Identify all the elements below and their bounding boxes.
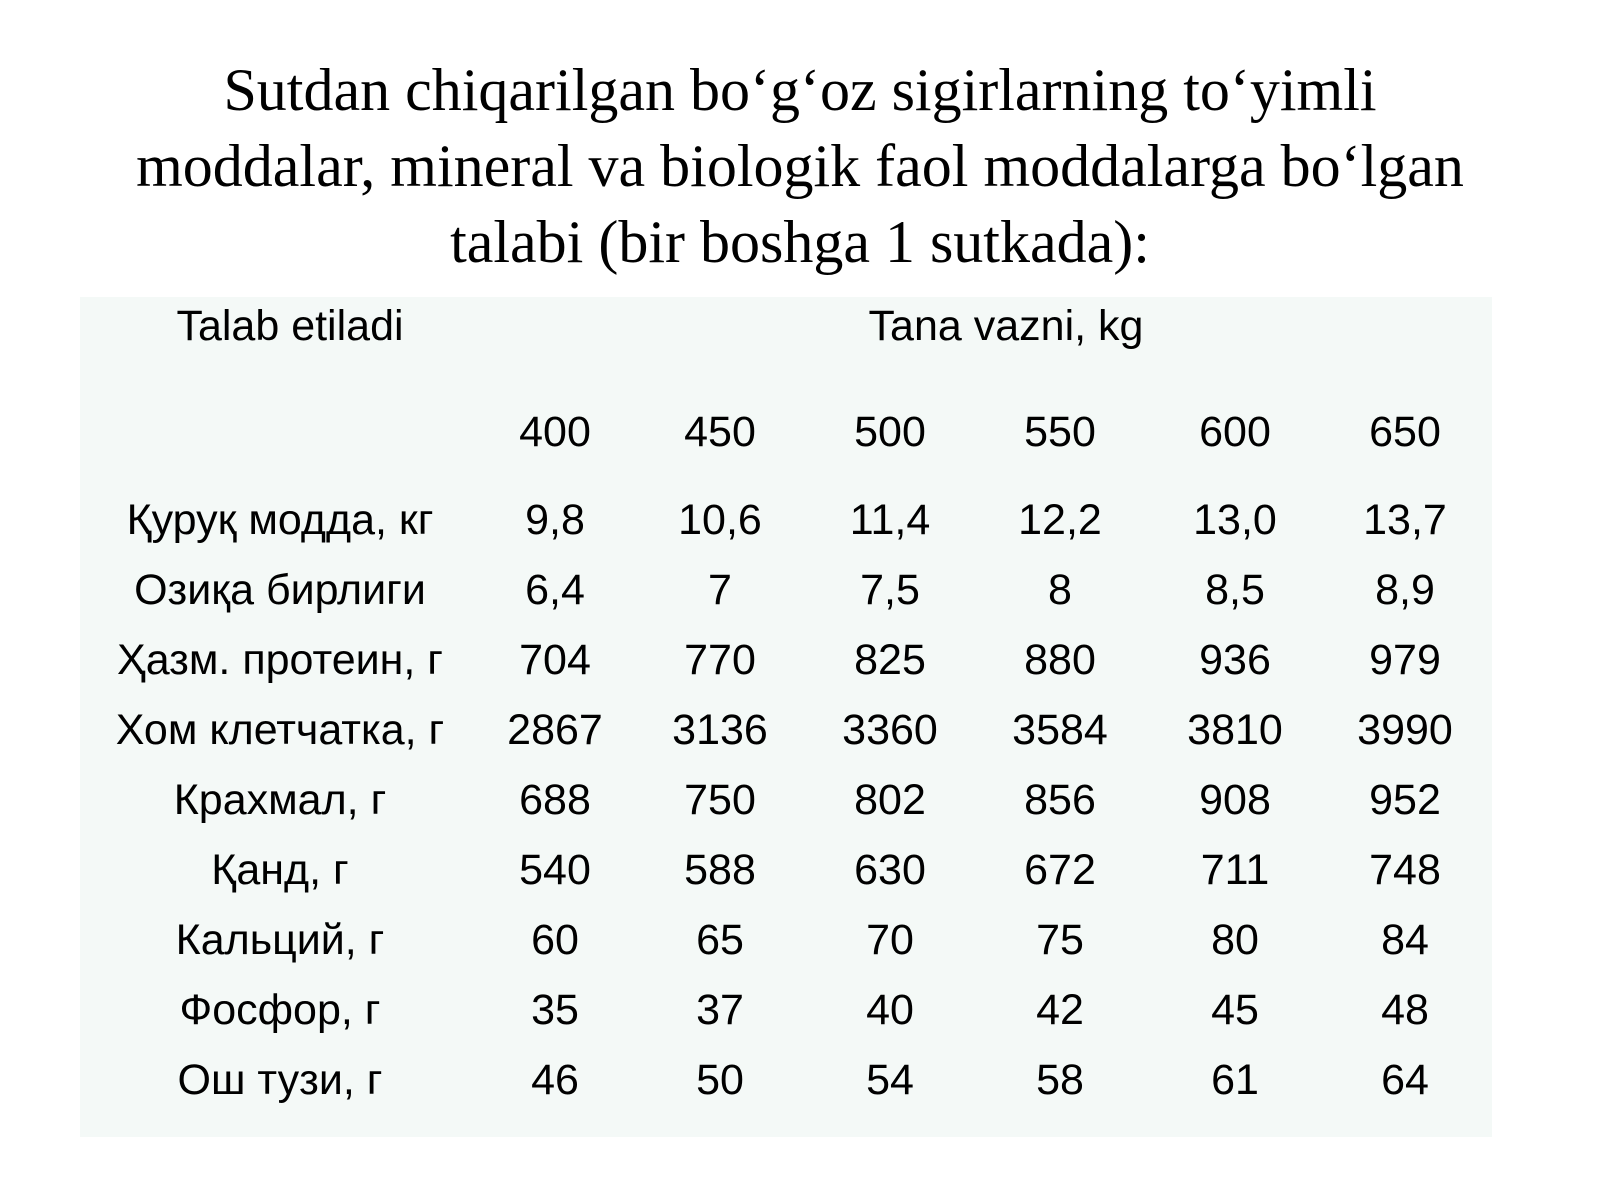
value-cell: 46 <box>531 1056 579 1104</box>
value-cell: 64 <box>1381 1056 1429 1104</box>
value-cell: 50 <box>696 1056 744 1104</box>
value-cell: 3990 <box>1357 706 1453 754</box>
value-cell: 770 <box>684 636 756 684</box>
value-cell: 84 <box>1381 916 1429 964</box>
value-cell: 2867 <box>507 706 603 754</box>
value-cell: 802 <box>854 776 926 824</box>
value-cell: 748 <box>1369 846 1441 894</box>
value-cell: 40 <box>866 986 914 1034</box>
row-label: Фосфор, г <box>179 986 381 1034</box>
value-cell: 7 <box>708 566 732 614</box>
value-cell: 8 <box>1048 566 1072 614</box>
value-cell: 61 <box>1211 1056 1259 1104</box>
row-label: Қуруқ модда, кг <box>126 496 434 544</box>
row-label: Қанд, г <box>211 846 349 894</box>
value-cell: 952 <box>1369 776 1441 824</box>
row-label: Ҳазм. протеин, г <box>117 636 443 684</box>
row-label: Хом клетчатка, г <box>115 706 445 754</box>
value-cell: 3136 <box>672 706 768 754</box>
requirements-table <box>80 297 1492 1137</box>
value-cell: 704 <box>519 636 591 684</box>
value-cell: 908 <box>1199 776 1271 824</box>
value-cell: 58 <box>1036 1056 1084 1104</box>
value-cell: 540 <box>519 846 591 894</box>
value-cell: 13,7 <box>1363 496 1447 544</box>
value-cell: 45 <box>1211 986 1259 1034</box>
row-label: Крахмал, г <box>173 776 387 824</box>
value-cell: 3810 <box>1187 706 1283 754</box>
value-cell: 588 <box>684 846 756 894</box>
title-line: talabi (bir boshga 1 sutkada): <box>450 209 1150 275</box>
value-cell: 711 <box>1200 846 1270 894</box>
title-line: moddalar, mineral va biologik faol moddalarga bo‘lgan <box>136 133 1464 199</box>
value-cell: 3360 <box>842 706 938 754</box>
value-cell: 37 <box>696 986 744 1034</box>
value-cell: 880 <box>1024 636 1096 684</box>
weight-header-cell: 400 <box>519 408 591 456</box>
value-cell: 856 <box>1024 776 1096 824</box>
header-body-weight: Tana vazni, kg <box>868 302 1144 350</box>
weight-header-cell: 550 <box>1024 408 1096 456</box>
row-label: Озиқа бирлиги <box>134 566 426 614</box>
value-cell: 630 <box>854 846 926 894</box>
weight-header-cell: 450 <box>684 408 756 456</box>
title-line: Sutdan chiqarilgan bo‘g‘oz sigirlarning to‘yimli <box>223 57 1377 123</box>
value-cell: 979 <box>1369 636 1441 684</box>
value-cell: 6,4 <box>525 566 585 614</box>
value-cell: 11,4 <box>849 496 931 544</box>
weight-header-cell: 500 <box>854 408 926 456</box>
value-cell: 13,0 <box>1193 496 1277 544</box>
slide-title <box>60 52 1540 280</box>
value-cell: 65 <box>696 916 744 964</box>
value-cell: 8,9 <box>1375 566 1435 614</box>
value-cell: 54 <box>866 1056 914 1104</box>
value-cell: 10,6 <box>678 496 762 544</box>
row-label: Ош тузи, г <box>177 1056 383 1104</box>
value-cell: 672 <box>1024 846 1096 894</box>
value-cell: 9,8 <box>525 496 585 544</box>
value-cell: 688 <box>519 776 591 824</box>
value-cell: 7,5 <box>860 566 920 614</box>
header-requirement: Talab etiladi <box>176 302 404 350</box>
row-label: Кальций, г <box>175 916 385 964</box>
value-cell: 70 <box>866 916 914 964</box>
weight-header-cell: 650 <box>1369 408 1441 456</box>
value-cell: 75 <box>1036 916 1084 964</box>
value-cell: 3584 <box>1012 706 1108 754</box>
value-cell: 936 <box>1199 636 1271 684</box>
value-cell: 60 <box>531 916 579 964</box>
value-cell: 80 <box>1211 916 1259 964</box>
value-cell: 35 <box>531 986 579 1034</box>
value-cell: 42 <box>1036 986 1084 1034</box>
value-cell: 825 <box>854 636 926 684</box>
value-cell: 750 <box>684 776 756 824</box>
value-cell: 48 <box>1381 986 1429 1034</box>
value-cell: 8,5 <box>1205 566 1265 614</box>
weight-header-cell: 600 <box>1199 408 1271 456</box>
value-cell: 12,2 <box>1018 496 1102 544</box>
